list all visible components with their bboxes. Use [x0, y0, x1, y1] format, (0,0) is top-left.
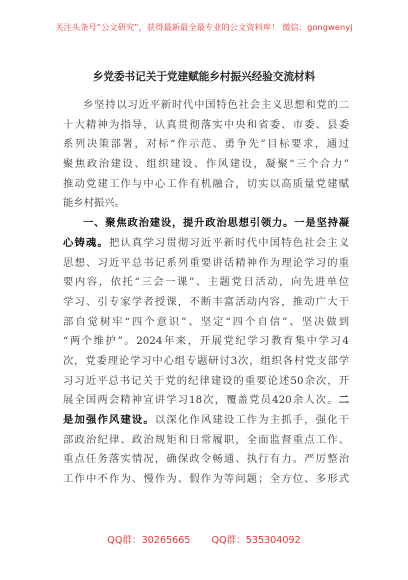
paragraph-line [63, 391, 349, 411]
subsection-heading: 心铸魂。 [63, 236, 109, 249]
paragraph-line: 部政治纪律、政治规矩和日常履职，全面监督重点工作、 [63, 433, 349, 446]
paragraph-line: 部自觉树牢“四个意识”、坚定“四个自信”、坚决做到 [63, 315, 349, 328]
document-title: 乡党委书记关于党建赋能乡村振兴经验交流材料 [92, 71, 316, 83]
paragraph-text: 把认真学习贯彻习近平新时代中国特色社会主义 [108, 236, 350, 249]
paragraph-line: 乡坚持以习近平新时代中国特色社会主义思想和党的二 [83, 99, 349, 111]
paragraph-line: 要内容，依托“三会一课”、主题党日活动，向先进单位 [63, 276, 349, 289]
paragraph-line: 系列决策部署，对标“作示范、勇争先”目标要求，通过 [63, 138, 349, 151]
subsection-heading: 二 [338, 394, 349, 407]
subsection-heading: 是加强作风建设。 [63, 414, 155, 426]
header-banner: 关注头条号“公文研究”，获得最新最全最专业的公文资料库！ 微信：gongwenyj [55, 22, 353, 32]
paragraph-text: 展全国两会精神宣讲学习18次，覆盖党员420余人次。 [63, 394, 339, 407]
paragraph-line: 能乡村振兴。 [63, 197, 125, 210]
paragraph-line: 重点任务落实情况，确保政令畅通、执行有力。严厉整治 [63, 453, 349, 466]
document-body [63, 96, 349, 490]
paragraph-line: 次，党委理论学习中心组专题研讨3次，组织各村党支部学 [63, 354, 349, 367]
paragraph-line [63, 411, 349, 431]
section-heading: 一、聚焦政治建设，提升政治思想引领力。一是坚持凝 [83, 217, 349, 230]
paragraph-line: 工作中不作为、慢作为、假作为等问题；全方位、多形式 [63, 473, 349, 486]
footer-contacts [0, 532, 408, 546]
paragraph-line: 思想、习近平总书记系列重要讲话精神作为理论学习的重 [63, 256, 349, 269]
paragraph-line: 学习、引专家学者授课，不断丰富活动内容，推动广大干 [63, 295, 349, 308]
paragraph-line [63, 234, 349, 254]
footer-qq-group-2: QQ群：535304092 [211, 535, 301, 546]
paragraph-line: 十大精神为指导，认真贯彻落实中央和省委、市委、县委 [63, 118, 349, 131]
footer-qq-group-1: QQ群：30265665 [107, 535, 191, 546]
paragraph-line: 聚焦政治建设、组织建设、作风建设，凝聚“三个合力” [63, 158, 349, 171]
paragraph-line: 推动党建工作与中心工作有机融合，切实以高质量党建赋 [63, 177, 349, 190]
paragraph-line: “两个维护”。2024年来，开展党纪学习教育集中学习4 [63, 335, 349, 348]
paragraph-line: 习习近平总书记关于党的纪律建设的重要论述50余次，开 [63, 374, 349, 387]
paragraph-text: 以深化作风建设工作为主抓手，强化干 [154, 414, 350, 426]
